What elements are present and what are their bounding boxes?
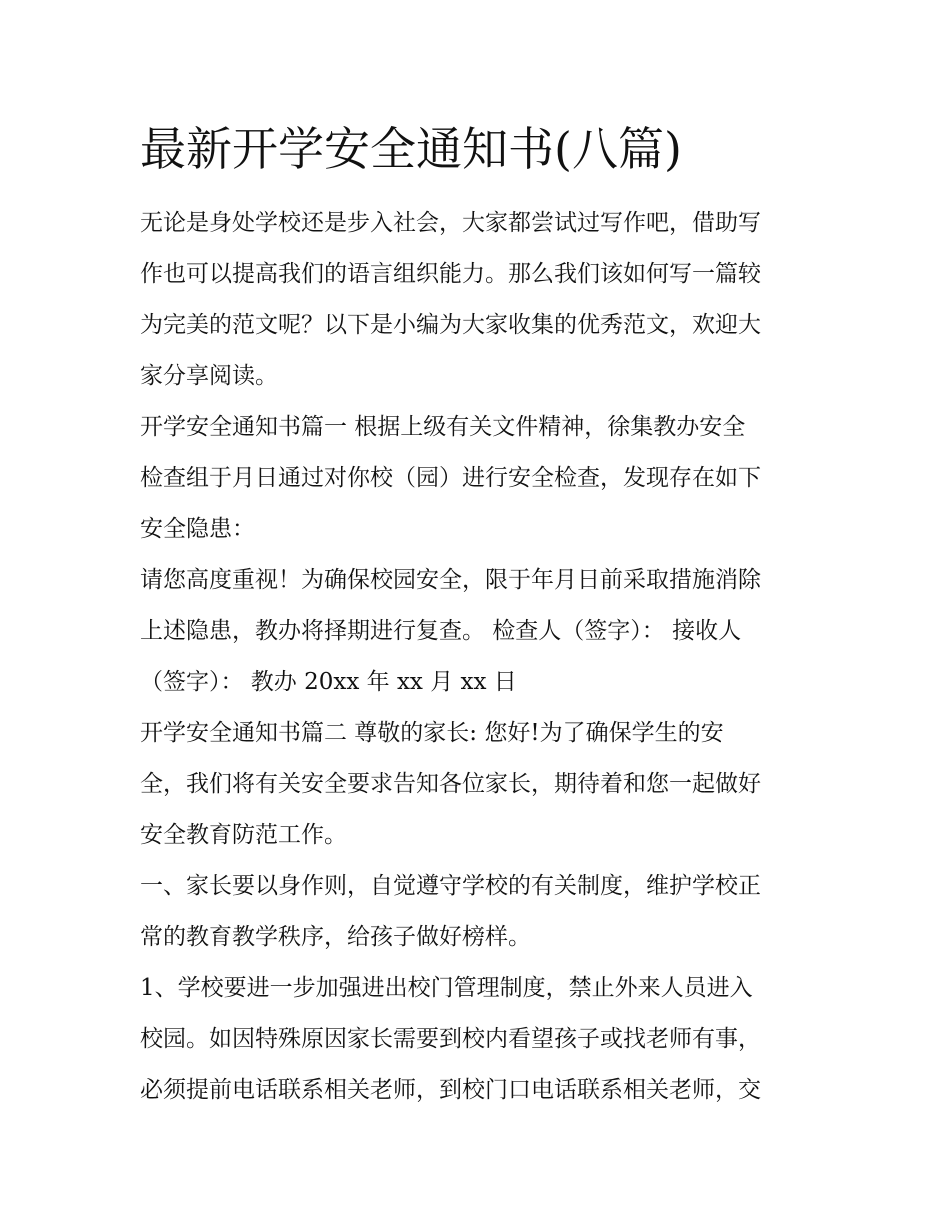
body-line: 为完美的范文呢？以下是小编为大家收集的优秀范文，欢迎大 bbox=[140, 312, 761, 338]
body-line: 家分享阅读。 bbox=[140, 363, 278, 389]
body-line: 一、家长要以身作则，自觉遵守学校的有关制度，维护学校正 bbox=[140, 873, 761, 899]
body-line: 检查组于月日通过对你校（园）进行安全检查，发现存在如下 bbox=[140, 465, 761, 491]
body-line: 常的教育教学秩序，给孩子做好榜样。 bbox=[140, 924, 531, 950]
document-page bbox=[140, 118, 812, 1116]
body-line: 必须提前电话联系相关老师，到校门口电话联系相关老师，交 bbox=[140, 1077, 761, 1103]
body-line: 安全隐患： bbox=[140, 516, 255, 542]
body-line: 安全教育防范工作。 bbox=[140, 822, 347, 848]
body-line: （签字）： 教办 20xx 年 xx 月 xx 日 bbox=[140, 669, 517, 695]
document-title: 最新开学安全通知书(八篇) bbox=[140, 122, 682, 176]
body-line: 1、学校要进一步加强进出校门管理制度，禁止外来人员进入 bbox=[140, 975, 753, 1001]
document-body bbox=[140, 198, 812, 1116]
body-line: 开学安全通知书篇一 根据上级有关文件精神，徐集教办安全 bbox=[140, 414, 746, 440]
body-line: 开学安全通知书篇二 尊敬的家长: 您好!为了确保学生的安 bbox=[140, 720, 724, 746]
body-line: 上述隐患，教办将择期进行复查。 检查人（签字）： 接收人 bbox=[140, 618, 742, 644]
body-line: 校园。如因特殊原因家长需要到校内看望孩子或找老师有事， bbox=[140, 1026, 761, 1052]
body-line: 作也可以提高我们的语言组织能力。那么我们该如何写一篇较 bbox=[140, 261, 761, 287]
body-line: 无论是身处学校还是步入社会，大家都尝试过写作吧，借助写 bbox=[140, 210, 761, 236]
body-line: 全，我们将有关安全要求告知各位家长，期待着和您一起做好 bbox=[140, 771, 761, 797]
body-line: 请您高度重视！为确保校园安全，限于年月日前采取措施消除 bbox=[140, 567, 761, 593]
